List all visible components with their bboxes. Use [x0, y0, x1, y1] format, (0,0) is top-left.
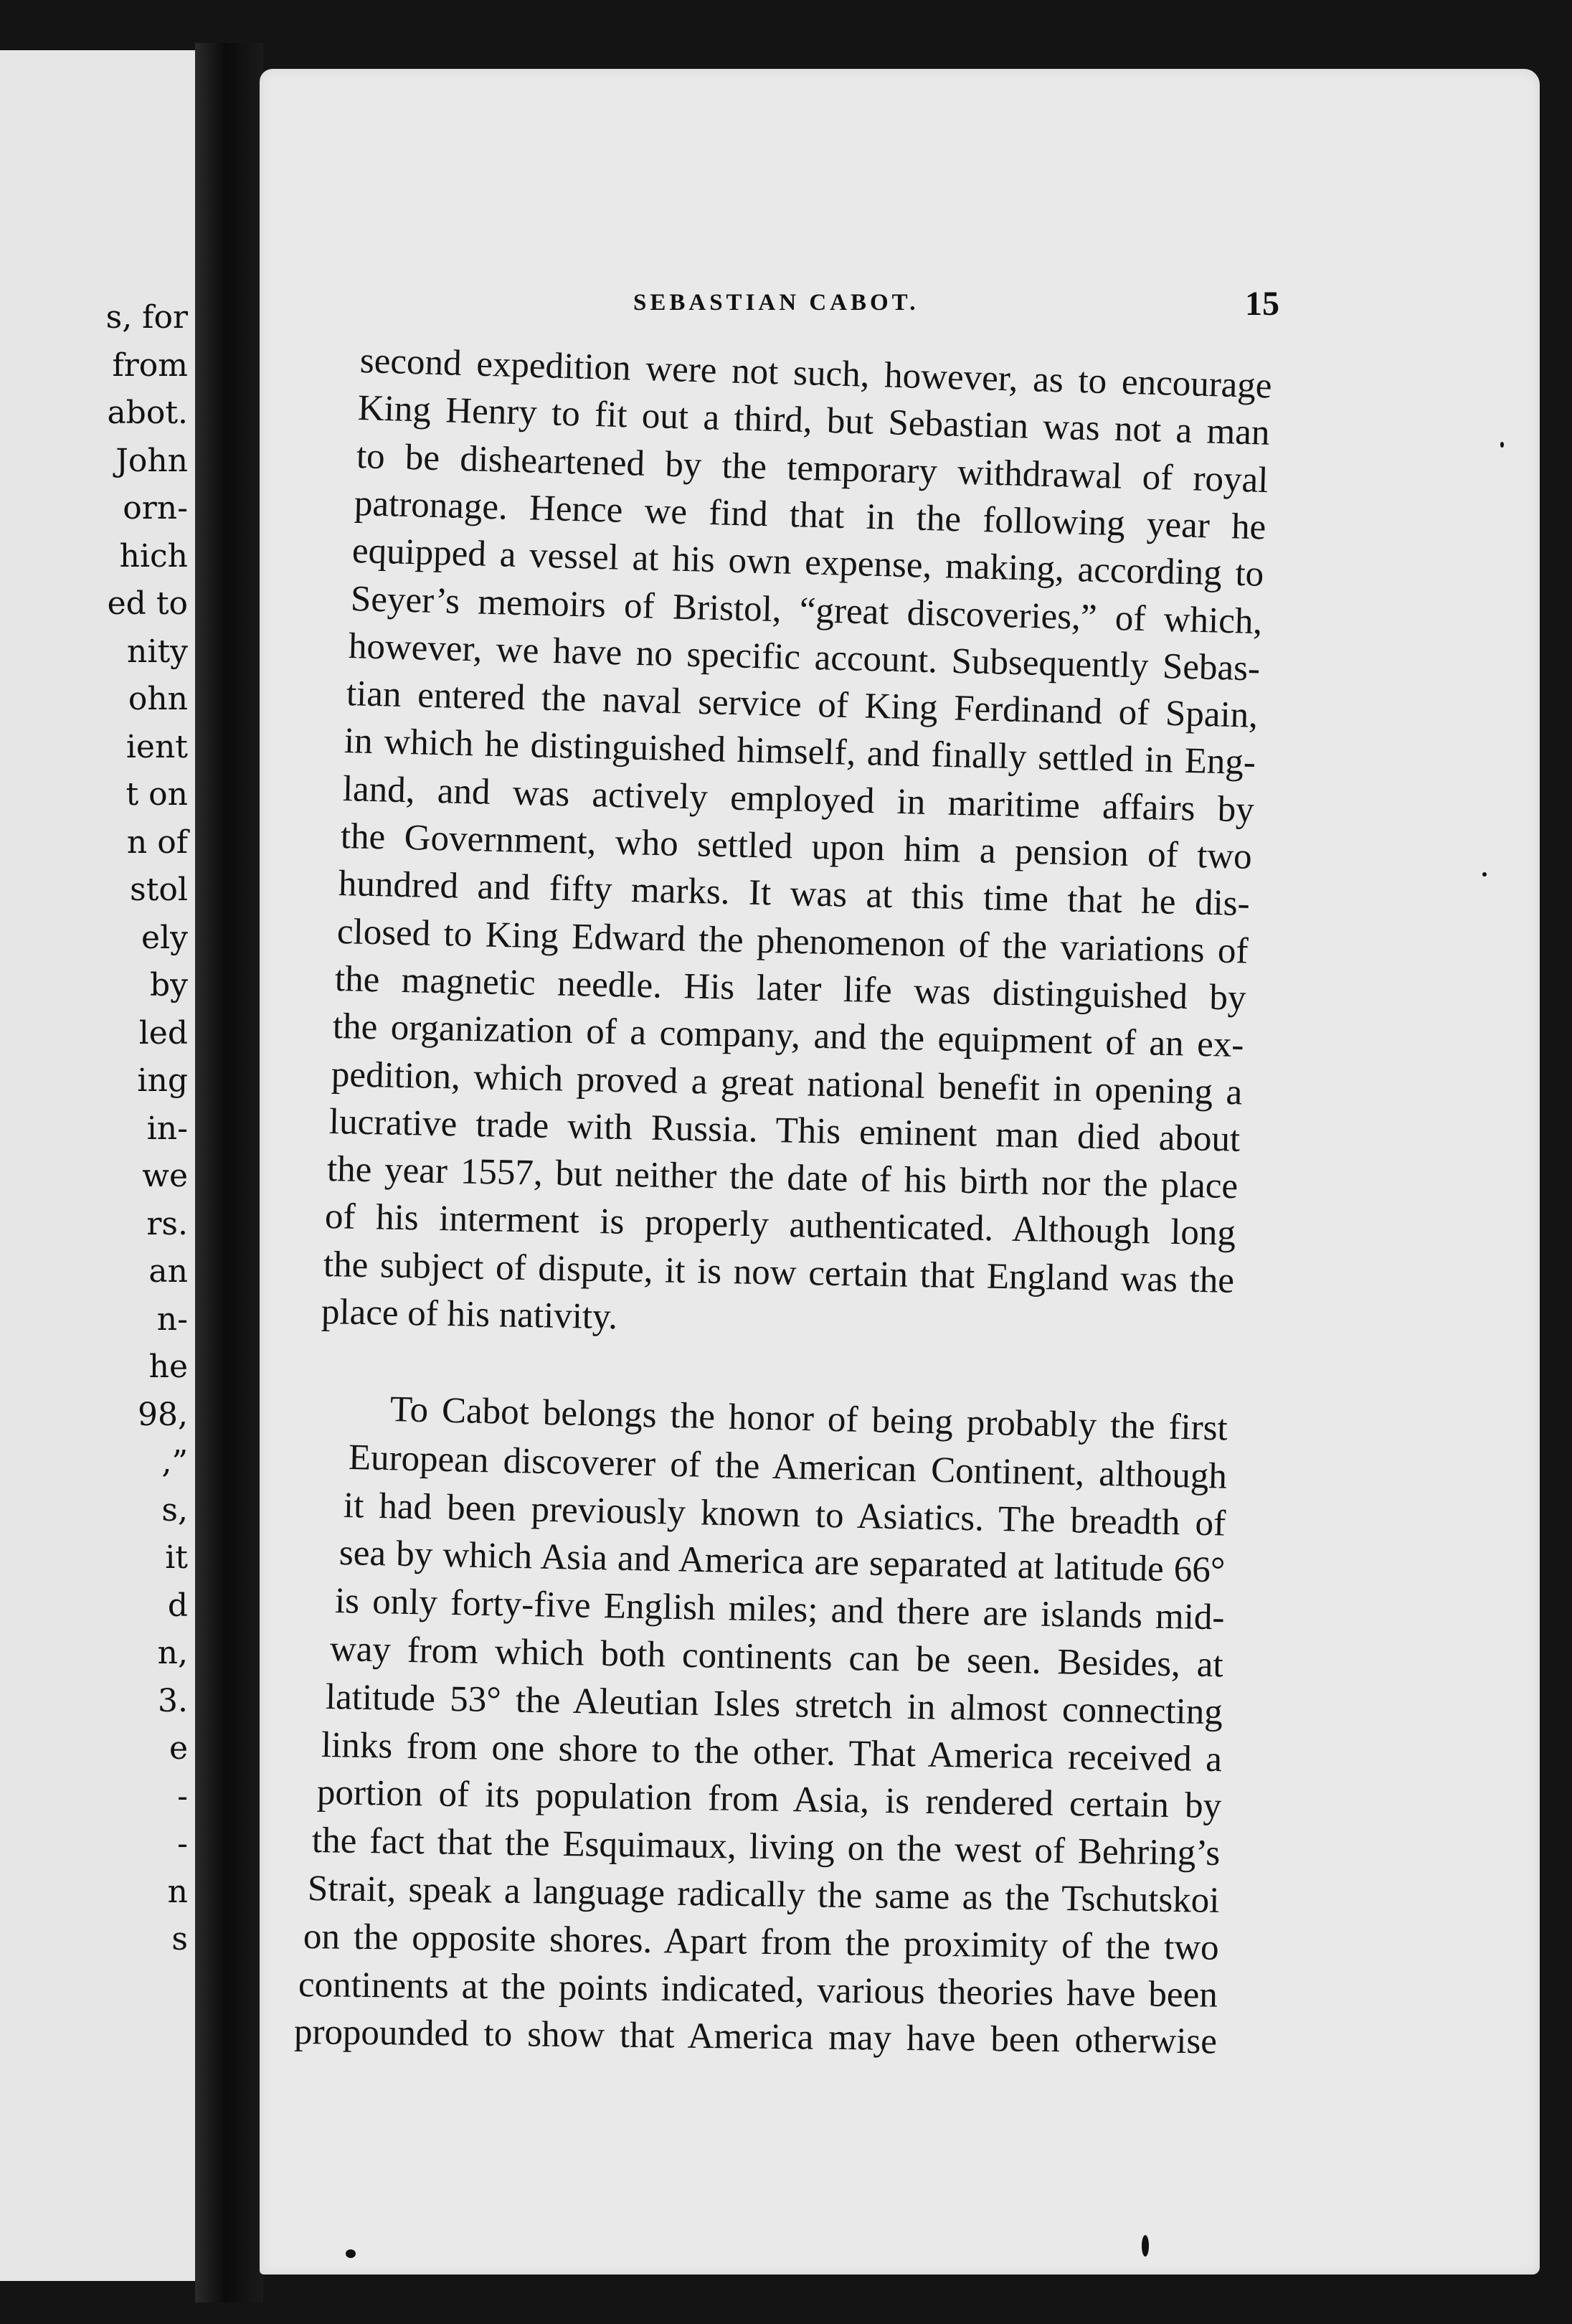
left-page-fragment: s, for	[105, 299, 188, 336]
text-line: King Henry to fit out a third, but Sebastian was not a man	[357, 388, 1271, 454]
left-page-fragment: we	[142, 1158, 188, 1194]
left-page-fragment: 98,	[138, 1396, 188, 1433]
text-line: in which he distinguished himself, and finally settled in Eng-	[344, 721, 1256, 783]
text-line: latitude 53° the Aleutian Isles stretch in almost connecting	[325, 1676, 1223, 1733]
text-line: however, we have no specific account. Subsequently Sebas-	[348, 625, 1261, 689]
text-line: of his interment is properly authenticated. Although long	[324, 1196, 1236, 1254]
left-page-fragment: John	[115, 442, 188, 479]
text-line: equipped a vessel at his own expense, making, according to	[351, 531, 1265, 595]
text-line: way from which both continents can be seen. Besides, at	[329, 1629, 1224, 1686]
text-line: European discoverer of the American Continent, although	[348, 1437, 1228, 1497]
left-page-fragment: -	[177, 1777, 188, 1815]
page-number: 15	[1245, 285, 1279, 323]
text-line: the magnetic needle. His later life was distinguished by	[334, 958, 1246, 1019]
text-line: sea by which Asia and America are separated at latitude 66°	[338, 1533, 1226, 1591]
scan-speck	[346, 2249, 356, 2258]
left-page-fragment: it	[165, 1539, 188, 1576]
scan-speck	[1142, 2235, 1149, 2257]
text-line: Seyer’s memoirs of Bristol, “great discoveries,” of which,	[349, 578, 1263, 642]
left-page-fragment: s	[171, 1921, 188, 1957]
left-page-fragment: ing	[137, 1062, 188, 1099]
left-page-fragment: in-	[146, 1110, 188, 1147]
left-page-fragment: ely	[141, 919, 188, 956]
text-line: the Government, who settled upon him a pension of two	[340, 816, 1253, 877]
left-page-fragment: an	[148, 1253, 188, 1290]
book-page	[260, 69, 1540, 2275]
left-page-fragment: ed to	[107, 585, 188, 622]
text-line: place of his nativity.	[321, 1292, 618, 1338]
left-page-fragment: orn-	[123, 490, 188, 526]
text-line: the organization of a company, and the equipment of an ex-	[332, 1006, 1245, 1066]
text-line: links from one shore to the other. That America received a	[321, 1724, 1223, 1780]
left-page-fragment: -	[177, 1825, 188, 1862]
scan-speck	[1482, 872, 1487, 877]
text-line: To Cabot belongs the honor of being probably the first	[389, 1389, 1228, 1449]
left-page-fragment: s,	[161, 1491, 188, 1529]
left-page-fragment: nity	[127, 633, 188, 670]
left-page-fragment: stol	[130, 872, 188, 908]
left-page-fragment: n-	[156, 1300, 188, 1338]
left-page-fragment: led	[138, 1014, 188, 1052]
left-page-fragment: e	[169, 1730, 188, 1767]
left-page-fragment: ,”	[161, 1444, 188, 1480]
text-line: on the opposite shores. Apart from the proximity of the two	[303, 1916, 1219, 1968]
body-text	[260, 69, 1540, 2275]
scan-speck	[1500, 442, 1504, 448]
left-page-fragment: ohn	[128, 681, 188, 717]
left-page-fragment: rs.	[146, 1205, 188, 1242]
text-line: tian entered the naval service of King Ferdinand of Spain,	[346, 674, 1259, 736]
text-line: land, and was actively employed in maritime affairs by	[342, 768, 1255, 831]
text-line: the fact that the Esquimaux, living on the west of Behring’s	[311, 1820, 1221, 1874]
running-title: SEBASTIAN CABOT.	[633, 290, 919, 316]
text-line: is only forty-five English miles; and there are islands mid-	[334, 1581, 1225, 1638]
left-page-fragment: d	[167, 1587, 188, 1624]
book-gutter	[195, 43, 263, 2302]
text-line: it had been previously known to Asiatics. The breadth of	[343, 1485, 1226, 1544]
text-line: patronage. Hence we find that in the following year he	[354, 483, 1266, 548]
text-line: to be disheartened by the temporary withdrawal of royal	[355, 435, 1269, 501]
left-page-fragment: abot.	[107, 395, 188, 431]
left-page-fragment: t on	[126, 776, 188, 813]
left-page-fragment: 3.	[158, 1682, 188, 1719]
text-line: hundred and fifty marks. It was at this time that he dis-	[338, 864, 1251, 925]
left-page-fragment: hich	[119, 537, 188, 575]
left-page-fragment: n of	[126, 823, 188, 861]
text-line: Strait, speak a language radically the same as the Tschutskoi	[307, 1869, 1220, 1921]
text-line: second expedition were not such, however, as to encourage	[359, 341, 1273, 407]
text-line: closed to King Edward the phenomenon of the variations of	[336, 911, 1249, 972]
left-page-fragment: by	[149, 967, 188, 1003]
text-line: the year 1557, but neither the date of his birth nor the place	[326, 1149, 1239, 1207]
left-page-edge	[0, 50, 196, 2281]
text-line: propounded to show that America may have been otherwise	[293, 2012, 1218, 2062]
text-line: lucrative trade with Russia. This eminent man died about	[328, 1101, 1241, 1160]
left-page-fragment: n	[167, 1873, 188, 1910]
left-page-fragment: from	[112, 346, 188, 384]
left-page-fragment: he	[148, 1348, 188, 1385]
text-line: pedition, which proved a great national benefit in opening a	[330, 1054, 1243, 1113]
left-page-fragment: n,	[157, 1635, 188, 1671]
left-page-fragments	[106, 294, 188, 1964]
text-line: the subject of dispute, it is now certain that England was the	[323, 1244, 1235, 1301]
left-page-fragment: ient	[126, 728, 188, 765]
text-line: continents at the points indicated, various theories have been	[298, 1964, 1218, 2016]
text-line: portion of its population from Asia, is rendered certain by	[316, 1772, 1222, 1827]
